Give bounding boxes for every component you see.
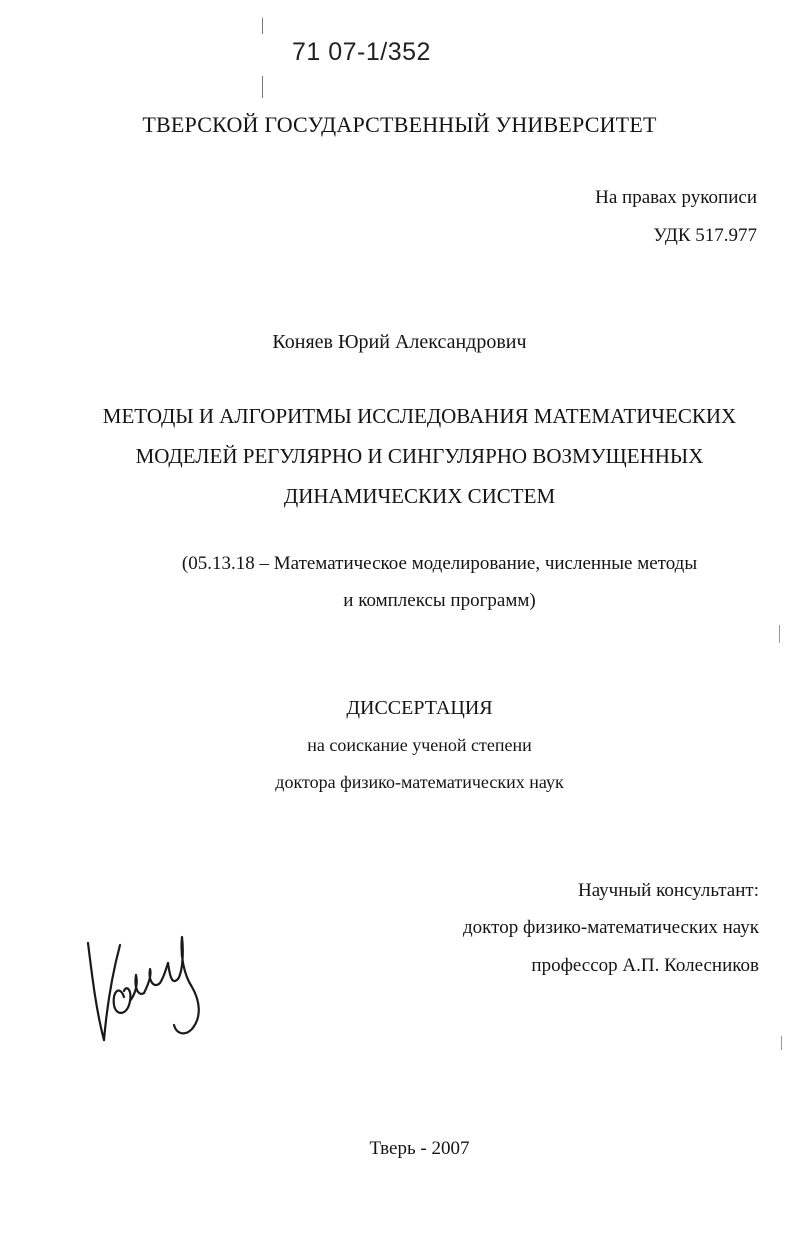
scan-mark (262, 76, 263, 98)
dissertation-title-line: МОДЕЛЕЙ РЕГУЛЯРНО И СИНГУЛЯРНО ВОЗМУЩЕННЫХ (135, 444, 704, 468)
consultant-label: Научный консультант: (577, 880, 759, 901)
scan-mark (779, 625, 780, 643)
scan-mark (262, 18, 263, 34)
document-type: ДИССЕРТАЦИЯ (346, 697, 493, 719)
specialty-line: (05.13.18 – Математическое моделирование, численные методы (181, 553, 698, 574)
degree-line: на соискание ученой степени (307, 735, 532, 755)
manuscript-note: На правах рукописи (595, 187, 757, 208)
consultant-degree: доктор физико-математических наук (463, 917, 759, 938)
specialty-line: и комплексы программ) (343, 590, 536, 611)
dissertation-title-line: МЕТОДЫ И АЛГОРИТМЫ ИССЛЕДОВАНИЯ МАТЕМАТИЧЕСКИХ (102, 404, 737, 428)
registration-number: 71 07-1/352 (292, 38, 431, 66)
dissertation-title-line: ДИНАМИЧЕСКИХ СИСТЕМ (283, 484, 556, 508)
degree-line: доктора физико-математических наук (275, 772, 564, 792)
consultant-name: профессор А.П. Колесников (531, 955, 759, 976)
university-name: ТВЕРСКОЙ ГОСУДАРСТВЕННЫЙ УНИВЕРСИТЕТ (142, 112, 657, 137)
scan-mark (781, 1036, 782, 1050)
city-year: Тверь - 2007 (369, 1138, 470, 1159)
author-name: Коняев Юрий Александрович (272, 331, 527, 353)
udc-code: УДК 517.977 (653, 225, 757, 246)
author-signature (80, 925, 220, 1050)
